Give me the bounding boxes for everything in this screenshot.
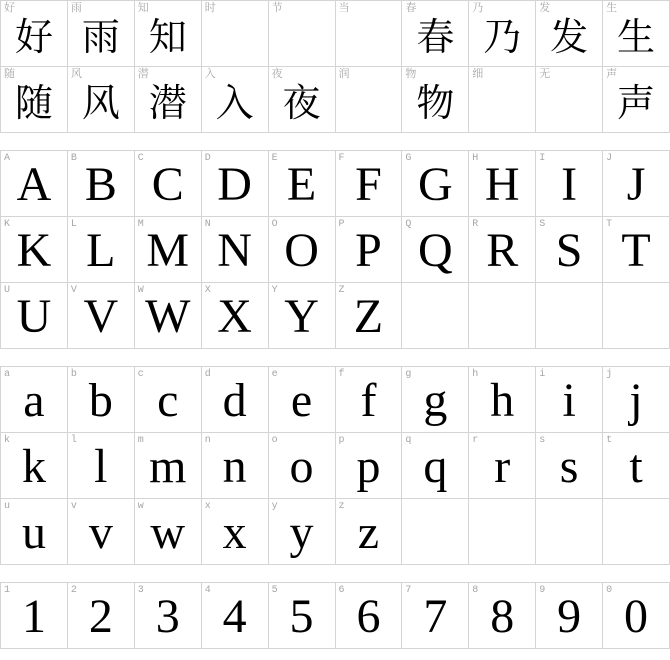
cell-reference-label: 知 — [137, 2, 149, 14]
glyph-cell — [135, 433, 202, 499]
glyph-cell — [68, 67, 135, 133]
cell-reference-label: G — [405, 153, 412, 164]
uppercase-letters-section — [0, 150, 670, 349]
cell-reference-label: M — [137, 219, 144, 230]
cell-glyph: b — [88, 374, 113, 427]
cell-glyph: l — [94, 440, 108, 493]
glyph-cell — [536, 67, 603, 133]
cell-glyph: X — [217, 290, 252, 343]
cell-glyph — [536, 67, 602, 123]
cell-glyph — [202, 1, 268, 57]
glyph-cell — [336, 217, 403, 283]
glyph-cell — [68, 367, 135, 433]
cell-reference-label: W — [137, 285, 144, 296]
cell-reference-label: 3 — [137, 585, 144, 596]
cell-reference-label: o — [271, 435, 278, 446]
cell-reference-label: 无 — [539, 68, 551, 80]
cell-glyph: x — [222, 506, 247, 559]
glyph-cell — [135, 583, 202, 649]
cell-glyph: 春 — [416, 17, 455, 59]
glyph-row — [1, 367, 670, 433]
glyph-cell — [269, 583, 336, 649]
glyph-cell — [536, 583, 603, 649]
cell-reference-label: g — [405, 369, 412, 380]
cell-reference-label: V — [70, 285, 77, 296]
cell-reference-label: 夜 — [271, 68, 283, 80]
glyph-cell — [202, 67, 269, 133]
cell-glyph — [603, 499, 669, 557]
cell-reference-label: 润 — [338, 68, 350, 80]
cell-reference-label: k — [4, 435, 11, 446]
cell-reference-label: 0 — [606, 585, 613, 596]
cell-reference-label: 4 — [204, 585, 211, 596]
cell-glyph: 声 — [617, 83, 656, 125]
cell-reference-label: I — [539, 153, 546, 164]
glyph-cell — [1, 217, 68, 283]
glyph-cell — [469, 1, 536, 67]
glyph-cell — [336, 67, 403, 133]
cell-reference-label: 潜 — [137, 68, 149, 80]
cell-glyph: P — [355, 224, 382, 277]
cell-glyph — [402, 499, 468, 557]
glyph-cell — [135, 151, 202, 217]
glyph-cell — [603, 67, 670, 133]
glyph-cell — [469, 367, 536, 433]
cell-reference-label: H — [472, 153, 479, 164]
cell-reference-label: n — [204, 435, 211, 446]
glyph-cell — [469, 151, 536, 217]
cell-reference-label: m — [137, 435, 144, 446]
glyph-cell — [202, 283, 269, 349]
cell-glyph: B — [84, 158, 117, 211]
cell-reference-label: e — [271, 369, 278, 380]
glyph-cell — [135, 499, 202, 565]
glyph-cell — [135, 367, 202, 433]
cell-glyph — [402, 283, 468, 341]
cell-reference-label: X — [204, 285, 211, 296]
cell-reference-label: z — [338, 501, 345, 512]
glyph-cell — [269, 151, 336, 217]
cell-glyph: c — [157, 374, 179, 427]
glyph-cell — [135, 1, 202, 67]
cell-glyph: 入 — [215, 83, 254, 125]
cell-glyph: C — [151, 158, 184, 211]
cell-glyph: i — [562, 374, 576, 427]
glyph-cell — [402, 151, 469, 217]
cell-reference-label: p — [338, 435, 345, 446]
glyph-cell — [269, 433, 336, 499]
cell-glyph: r — [494, 440, 511, 493]
glyph-cell — [135, 67, 202, 133]
glyph-cell — [1, 433, 68, 499]
glyph-cell — [336, 1, 403, 67]
cell-glyph: H — [484, 158, 520, 211]
cell-reference-label: i — [539, 369, 546, 380]
cell-reference-label: 好 — [4, 2, 15, 14]
glyph-cell — [336, 367, 403, 433]
cell-glyph: p — [356, 440, 381, 493]
glyph-cell — [536, 1, 603, 67]
cell-reference-label: K — [4, 219, 11, 230]
glyph-cell — [402, 67, 469, 133]
cell-glyph: J — [626, 158, 646, 211]
glyph-cell — [135, 283, 202, 349]
empty-cell — [402, 499, 469, 565]
empty-cell — [402, 283, 469, 349]
cell-glyph: g — [423, 374, 448, 427]
glyph-cell — [1, 283, 68, 349]
cell-glyph: n — [222, 440, 247, 493]
cell-reference-label: 8 — [472, 585, 479, 596]
cell-glyph: u — [21, 506, 46, 559]
cell-reference-label: 物 — [405, 68, 417, 80]
glyph-cell — [336, 499, 403, 565]
cell-reference-label: l — [70, 435, 77, 446]
cell-glyph: y — [289, 506, 314, 559]
glyph-cell — [1, 499, 68, 565]
lowercase-letters-section — [0, 366, 670, 565]
cell-glyph — [469, 499, 535, 557]
glyph-cell — [269, 67, 336, 133]
cell-glyph — [536, 283, 602, 341]
glyph-cell — [1, 1, 68, 67]
cell-glyph: 0 — [624, 590, 649, 643]
glyph-cell — [336, 583, 403, 649]
cell-glyph: 5 — [289, 590, 314, 643]
glyph-cell — [402, 1, 469, 67]
cell-glyph: L — [86, 224, 116, 277]
glyph-cell — [1, 367, 68, 433]
cell-glyph: s — [559, 440, 579, 493]
glyph-row — [1, 217, 670, 283]
cell-reference-label: Q — [405, 219, 412, 230]
cell-glyph: M — [146, 224, 190, 277]
cell-glyph: k — [21, 440, 46, 493]
glyph-cell — [603, 583, 670, 649]
cell-reference-label: S — [539, 219, 546, 230]
glyph-cell — [336, 433, 403, 499]
cell-reference-label: x — [204, 501, 211, 512]
glyph-row — [1, 151, 670, 217]
cell-glyph: 发 — [550, 17, 589, 59]
cell-glyph: 7 — [423, 590, 448, 643]
glyph-cell — [603, 217, 670, 283]
glyph-row — [1, 67, 670, 133]
cell-glyph: O — [284, 224, 319, 277]
digits-section — [0, 582, 670, 649]
glyph-row — [1, 433, 670, 499]
cell-glyph: d — [222, 374, 247, 427]
cell-glyph: 生 — [617, 17, 656, 59]
glyph-cell — [269, 283, 336, 349]
cell-reference-label: j — [606, 369, 613, 380]
cell-glyph: 潜 — [148, 83, 187, 125]
cell-glyph: t — [629, 440, 643, 493]
glyph-cell — [469, 67, 536, 133]
cell-reference-label: U — [4, 285, 11, 296]
cell-reference-label: L — [70, 219, 77, 230]
cell-reference-label: 6 — [338, 585, 345, 596]
glyph-cell — [68, 1, 135, 67]
glyph-cell — [603, 1, 670, 67]
cell-reference-label: r — [472, 435, 479, 446]
cell-glyph: 9 — [557, 590, 582, 643]
cell-glyph: h — [490, 374, 515, 427]
cell-reference-label: 声 — [606, 68, 618, 80]
cell-reference-label: q — [405, 435, 412, 446]
glyph-cell — [536, 367, 603, 433]
cell-reference-label: u — [4, 501, 11, 512]
cell-glyph: 好 — [14, 17, 53, 59]
cell-reference-label: f — [338, 369, 345, 380]
cell-glyph: Z — [353, 290, 384, 343]
glyph-cell — [202, 367, 269, 433]
glyph-cell — [402, 367, 469, 433]
cell-glyph: 3 — [155, 590, 180, 643]
glyph-row — [1, 283, 670, 349]
cell-glyph: 知 — [148, 17, 187, 59]
cell-glyph: 1 — [21, 590, 46, 643]
glyph-cell — [135, 217, 202, 283]
cell-glyph — [469, 283, 535, 341]
glyph-cell — [68, 217, 135, 283]
cell-glyph — [603, 283, 669, 341]
cell-reference-label: Z — [338, 285, 345, 296]
cell-glyph: W — [145, 290, 191, 343]
cell-reference-label: O — [271, 219, 278, 230]
glyph-cell — [202, 433, 269, 499]
glyph-cell — [68, 151, 135, 217]
cell-reference-label: y — [271, 501, 278, 512]
cell-glyph: A — [16, 158, 52, 211]
cell-glyph: m — [149, 440, 187, 493]
glyph-cell — [536, 151, 603, 217]
empty-cell — [536, 499, 603, 565]
empty-cell — [603, 499, 670, 565]
glyph-row — [1, 499, 670, 565]
cell-reference-label: 时 — [204, 2, 216, 14]
cell-glyph: Y — [284, 290, 319, 343]
cell-reference-label: s — [539, 435, 546, 446]
glyph-cell — [68, 433, 135, 499]
glyph-cell — [603, 433, 670, 499]
glyph-cell — [1, 151, 68, 217]
cell-glyph: T — [621, 224, 651, 277]
glyph-cell — [269, 1, 336, 67]
cell-glyph: 8 — [490, 590, 515, 643]
glyph-cell — [269, 217, 336, 283]
glyph-cell — [603, 367, 670, 433]
cell-reference-label: 入 — [204, 68, 216, 80]
cell-glyph: G — [418, 158, 453, 211]
cell-reference-label: 细 — [472, 68, 484, 80]
cell-glyph: Q — [418, 224, 453, 277]
cell-glyph: f — [360, 374, 377, 427]
glyph-cell — [202, 499, 269, 565]
cell-reference-label: 7 — [405, 585, 412, 596]
glyph-row — [1, 583, 670, 649]
cell-glyph — [336, 67, 402, 123]
glyph-cell — [1, 67, 68, 133]
cell-reference-label: t — [606, 435, 613, 446]
glyph-cell — [469, 433, 536, 499]
cell-glyph: E — [286, 158, 317, 211]
cell-reference-label: R — [472, 219, 479, 230]
cell-reference-label: Y — [271, 285, 278, 296]
cell-reference-label: a — [4, 369, 11, 380]
cell-glyph: D — [217, 158, 252, 211]
cell-reference-label: 发 — [539, 2, 551, 14]
cell-reference-label: 乃 — [472, 2, 484, 14]
cell-glyph: j — [629, 374, 643, 427]
glyph-cell — [469, 217, 536, 283]
cell-glyph: N — [217, 224, 252, 277]
cell-glyph — [469, 67, 535, 123]
cell-glyph: 物 — [416, 83, 455, 125]
cell-glyph: 6 — [356, 590, 381, 643]
glyph-cell — [1, 583, 68, 649]
cell-glyph — [269, 1, 335, 57]
cell-glyph: w — [150, 506, 186, 559]
cell-reference-label: 雨 — [70, 2, 82, 14]
cell-glyph: 乃 — [483, 17, 522, 59]
hanzi-preview-section — [0, 0, 670, 133]
cell-reference-label: 生 — [606, 2, 618, 14]
cell-glyph: K — [16, 224, 52, 277]
cell-glyph: q — [423, 440, 448, 493]
cell-reference-label: h — [472, 369, 479, 380]
cell-reference-label: 1 — [4, 585, 11, 596]
cell-reference-label: A — [4, 153, 11, 164]
glyph-cell — [68, 283, 135, 349]
glyph-cell — [402, 433, 469, 499]
cell-glyph: a — [23, 374, 45, 427]
cell-glyph: o — [289, 440, 314, 493]
cell-reference-label: 春 — [405, 2, 417, 14]
cell-reference-label: d — [204, 369, 211, 380]
glyph-cell — [202, 151, 269, 217]
cell-reference-label: T — [606, 219, 613, 230]
cell-reference-label: F — [338, 153, 345, 164]
cell-reference-label: N — [204, 219, 211, 230]
cell-glyph: 雨 — [81, 17, 120, 59]
glyph-cell — [603, 151, 670, 217]
cell-glyph: 随 — [14, 83, 53, 125]
cell-reference-label: b — [70, 369, 77, 380]
cell-glyph: S — [555, 224, 583, 277]
cell-glyph: 风 — [81, 83, 120, 125]
cell-glyph — [536, 499, 602, 557]
cell-glyph: F — [355, 158, 382, 211]
cell-glyph — [336, 1, 402, 57]
glyph-cell — [402, 583, 469, 649]
glyph-cell — [202, 217, 269, 283]
cell-reference-label: P — [338, 219, 345, 230]
glyph-cell — [269, 367, 336, 433]
glyph-cell — [469, 583, 536, 649]
glyph-cell — [336, 283, 403, 349]
cell-reference-label: w — [137, 501, 144, 512]
cell-glyph: v — [88, 506, 113, 559]
cell-glyph: R — [486, 224, 519, 277]
cell-reference-label: 5 — [271, 585, 278, 596]
cell-reference-label: 2 — [70, 585, 77, 596]
glyph-cell — [402, 217, 469, 283]
cell-reference-label: C — [137, 153, 144, 164]
glyph-cell — [202, 1, 269, 67]
cell-glyph: z — [357, 506, 380, 559]
glyph-row — [1, 1, 670, 67]
glyph-cell — [536, 433, 603, 499]
cell-glyph: 夜 — [282, 83, 321, 125]
glyph-cell — [202, 583, 269, 649]
empty-cell — [536, 283, 603, 349]
cell-glyph: e — [290, 374, 313, 427]
glyph-cell — [68, 499, 135, 565]
glyph-cell — [68, 583, 135, 649]
cell-glyph: 4 — [222, 590, 247, 643]
cell-glyph: I — [561, 158, 578, 211]
cell-reference-label: J — [606, 153, 613, 164]
cell-reference-label: 随 — [4, 68, 15, 80]
cell-reference-label: 当 — [338, 2, 350, 14]
glyph-cell — [536, 217, 603, 283]
cell-reference-label: 风 — [70, 68, 82, 80]
cell-glyph: V — [83, 290, 119, 343]
cell-reference-label: D — [204, 153, 211, 164]
empty-cell — [469, 499, 536, 565]
cell-glyph: 2 — [88, 590, 113, 643]
glyph-cell — [336, 151, 403, 217]
cell-reference-label: 节 — [271, 2, 283, 14]
cell-glyph: U — [16, 290, 52, 343]
cell-reference-label: c — [137, 369, 144, 380]
cell-reference-label: B — [70, 153, 77, 164]
cell-reference-label: E — [271, 153, 278, 164]
empty-cell — [603, 283, 670, 349]
cell-reference-label: v — [70, 501, 77, 512]
cell-reference-label: 9 — [539, 585, 546, 596]
empty-cell — [469, 283, 536, 349]
glyph-cell — [269, 499, 336, 565]
